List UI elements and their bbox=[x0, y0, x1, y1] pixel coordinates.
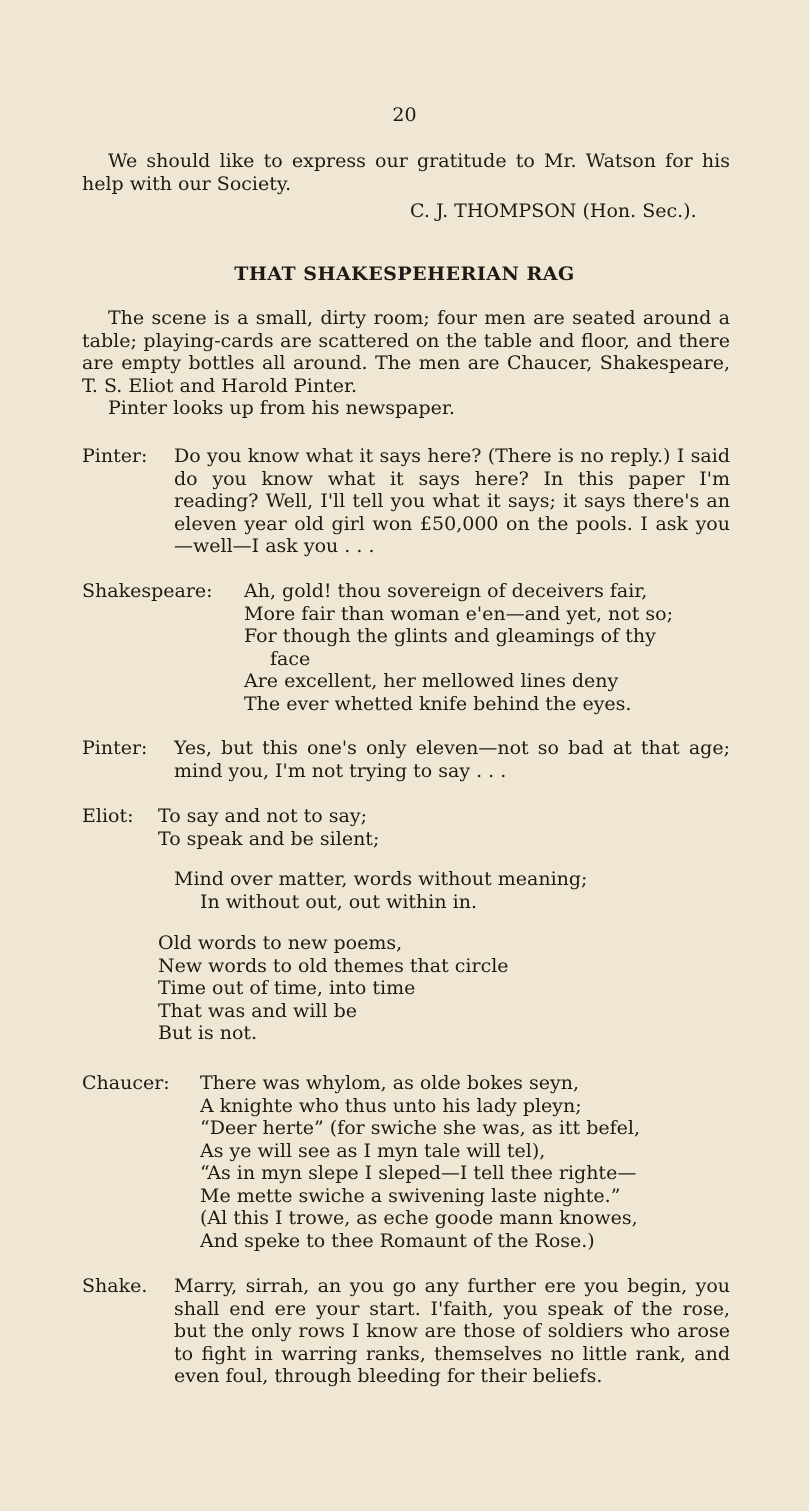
speech-text: Do you know what it says here? (There is no reply.) I said do you know what it says here? In this paper I'm reading? Well, I'll tell you what it says; it says there's an eleven year old girl won £50,000 on the pools. I ask you—well—I ask you . . . bbox=[174, 445, 730, 557]
verse-line: Me mette swiche a swivening laste nighte.” bbox=[200, 1184, 621, 1207]
verse-line: Time out of time, into time bbox=[158, 977, 416, 999]
speech-text: Marry, sirrah, an you go any further ere you begin, you shall end ere your start. I'faith, you speak of the rose, but the only rows I know are those of soldiers who arose to fight in warring ranks, themselves no little rank, and even foul, through bleeding for their beliefs. bbox=[174, 1275, 730, 1387]
verse-line: For though the glints and gleamings of thy bbox=[244, 625, 656, 647]
speaker-label: Shake. bbox=[82, 1275, 148, 1297]
stage-direction: Pinter looks up from his newspaper. bbox=[108, 397, 455, 419]
verse-line: That was and will be bbox=[158, 999, 357, 1022]
verse-line: A knighte who thus unto his lady pleyn; bbox=[200, 1094, 582, 1117]
verse-lines bbox=[200, 1072, 640, 1252]
speaker-label: Eliot: bbox=[82, 805, 134, 827]
gratitude-note: We should like to express our gratitude to Mr. Watson for his help with our Society. bbox=[82, 150, 730, 195]
speaker-label: Chaucer: bbox=[82, 1072, 170, 1094]
verse-line: Mind over matter, words without meaning; bbox=[174, 868, 588, 890]
verse-line: (Al this I trowe, as eche goode mann knowes, bbox=[200, 1207, 638, 1229]
verse-line: In without out, out within in. bbox=[200, 890, 478, 913]
verse-line: “Deer herte” (for swiche she was, as itt befel, bbox=[200, 1117, 641, 1139]
verse-line: face bbox=[270, 647, 311, 670]
verse-line: To speak and be silent; bbox=[158, 827, 380, 850]
intro-paragraph: The scene is a small, dirty room; four men are seated around a table; playing-cards are scattered on the table and floor, and there are empty bottles all around. The men are Chaucer, Shakespeare, T. S. Eliot and Harold Pinter. bbox=[82, 307, 730, 397]
speaker-label: Pinter: bbox=[82, 737, 148, 759]
verse-line: More fair than woman e'en—and yet, not so; bbox=[244, 602, 673, 625]
verse-stanza-1 bbox=[158, 805, 379, 850]
speech-text: Yes, but this one's only eleven—not so bad at that age; mind you, I'm not trying to say . . . bbox=[174, 737, 730, 782]
verse-stanza-2 bbox=[174, 868, 587, 913]
verse-line: Are excellent, her mellowed lines deny bbox=[244, 670, 619, 692]
verse-line: Old words to new poems, bbox=[158, 932, 403, 954]
verse-line: But is not. bbox=[158, 1022, 258, 1044]
verse-line: Ah, gold! thou sovereign of deceivers fair, bbox=[244, 580, 648, 602]
verse-line: New words to old themes that circle bbox=[158, 954, 509, 977]
verse-line: “As in myn slepe I sleped—I tell thee righte— bbox=[200, 1162, 637, 1184]
verse-lines bbox=[244, 580, 673, 715]
section-title: THAT SHAKESPEHERIAN RAG bbox=[234, 263, 575, 285]
verse-stanza-3 bbox=[158, 932, 509, 1045]
signature: C. J. THOMPSON (Hon. Sec.). bbox=[410, 200, 697, 222]
verse-line: There was whylom, as olde bokes seyn, bbox=[200, 1072, 579, 1094]
verse-line: As ye will see as I myn tale will tel), bbox=[200, 1139, 546, 1162]
verse-line: And speke to thee Romaunt of the Rose.) bbox=[200, 1229, 595, 1252]
speaker-label: Shakespeare: bbox=[82, 580, 213, 602]
speaker-label: Pinter: bbox=[82, 445, 148, 467]
verse-line: The ever whetted knife behind the eyes. bbox=[244, 692, 632, 715]
page-number: 20 bbox=[392, 104, 417, 126]
verse-line: To say and not to say; bbox=[158, 805, 367, 827]
